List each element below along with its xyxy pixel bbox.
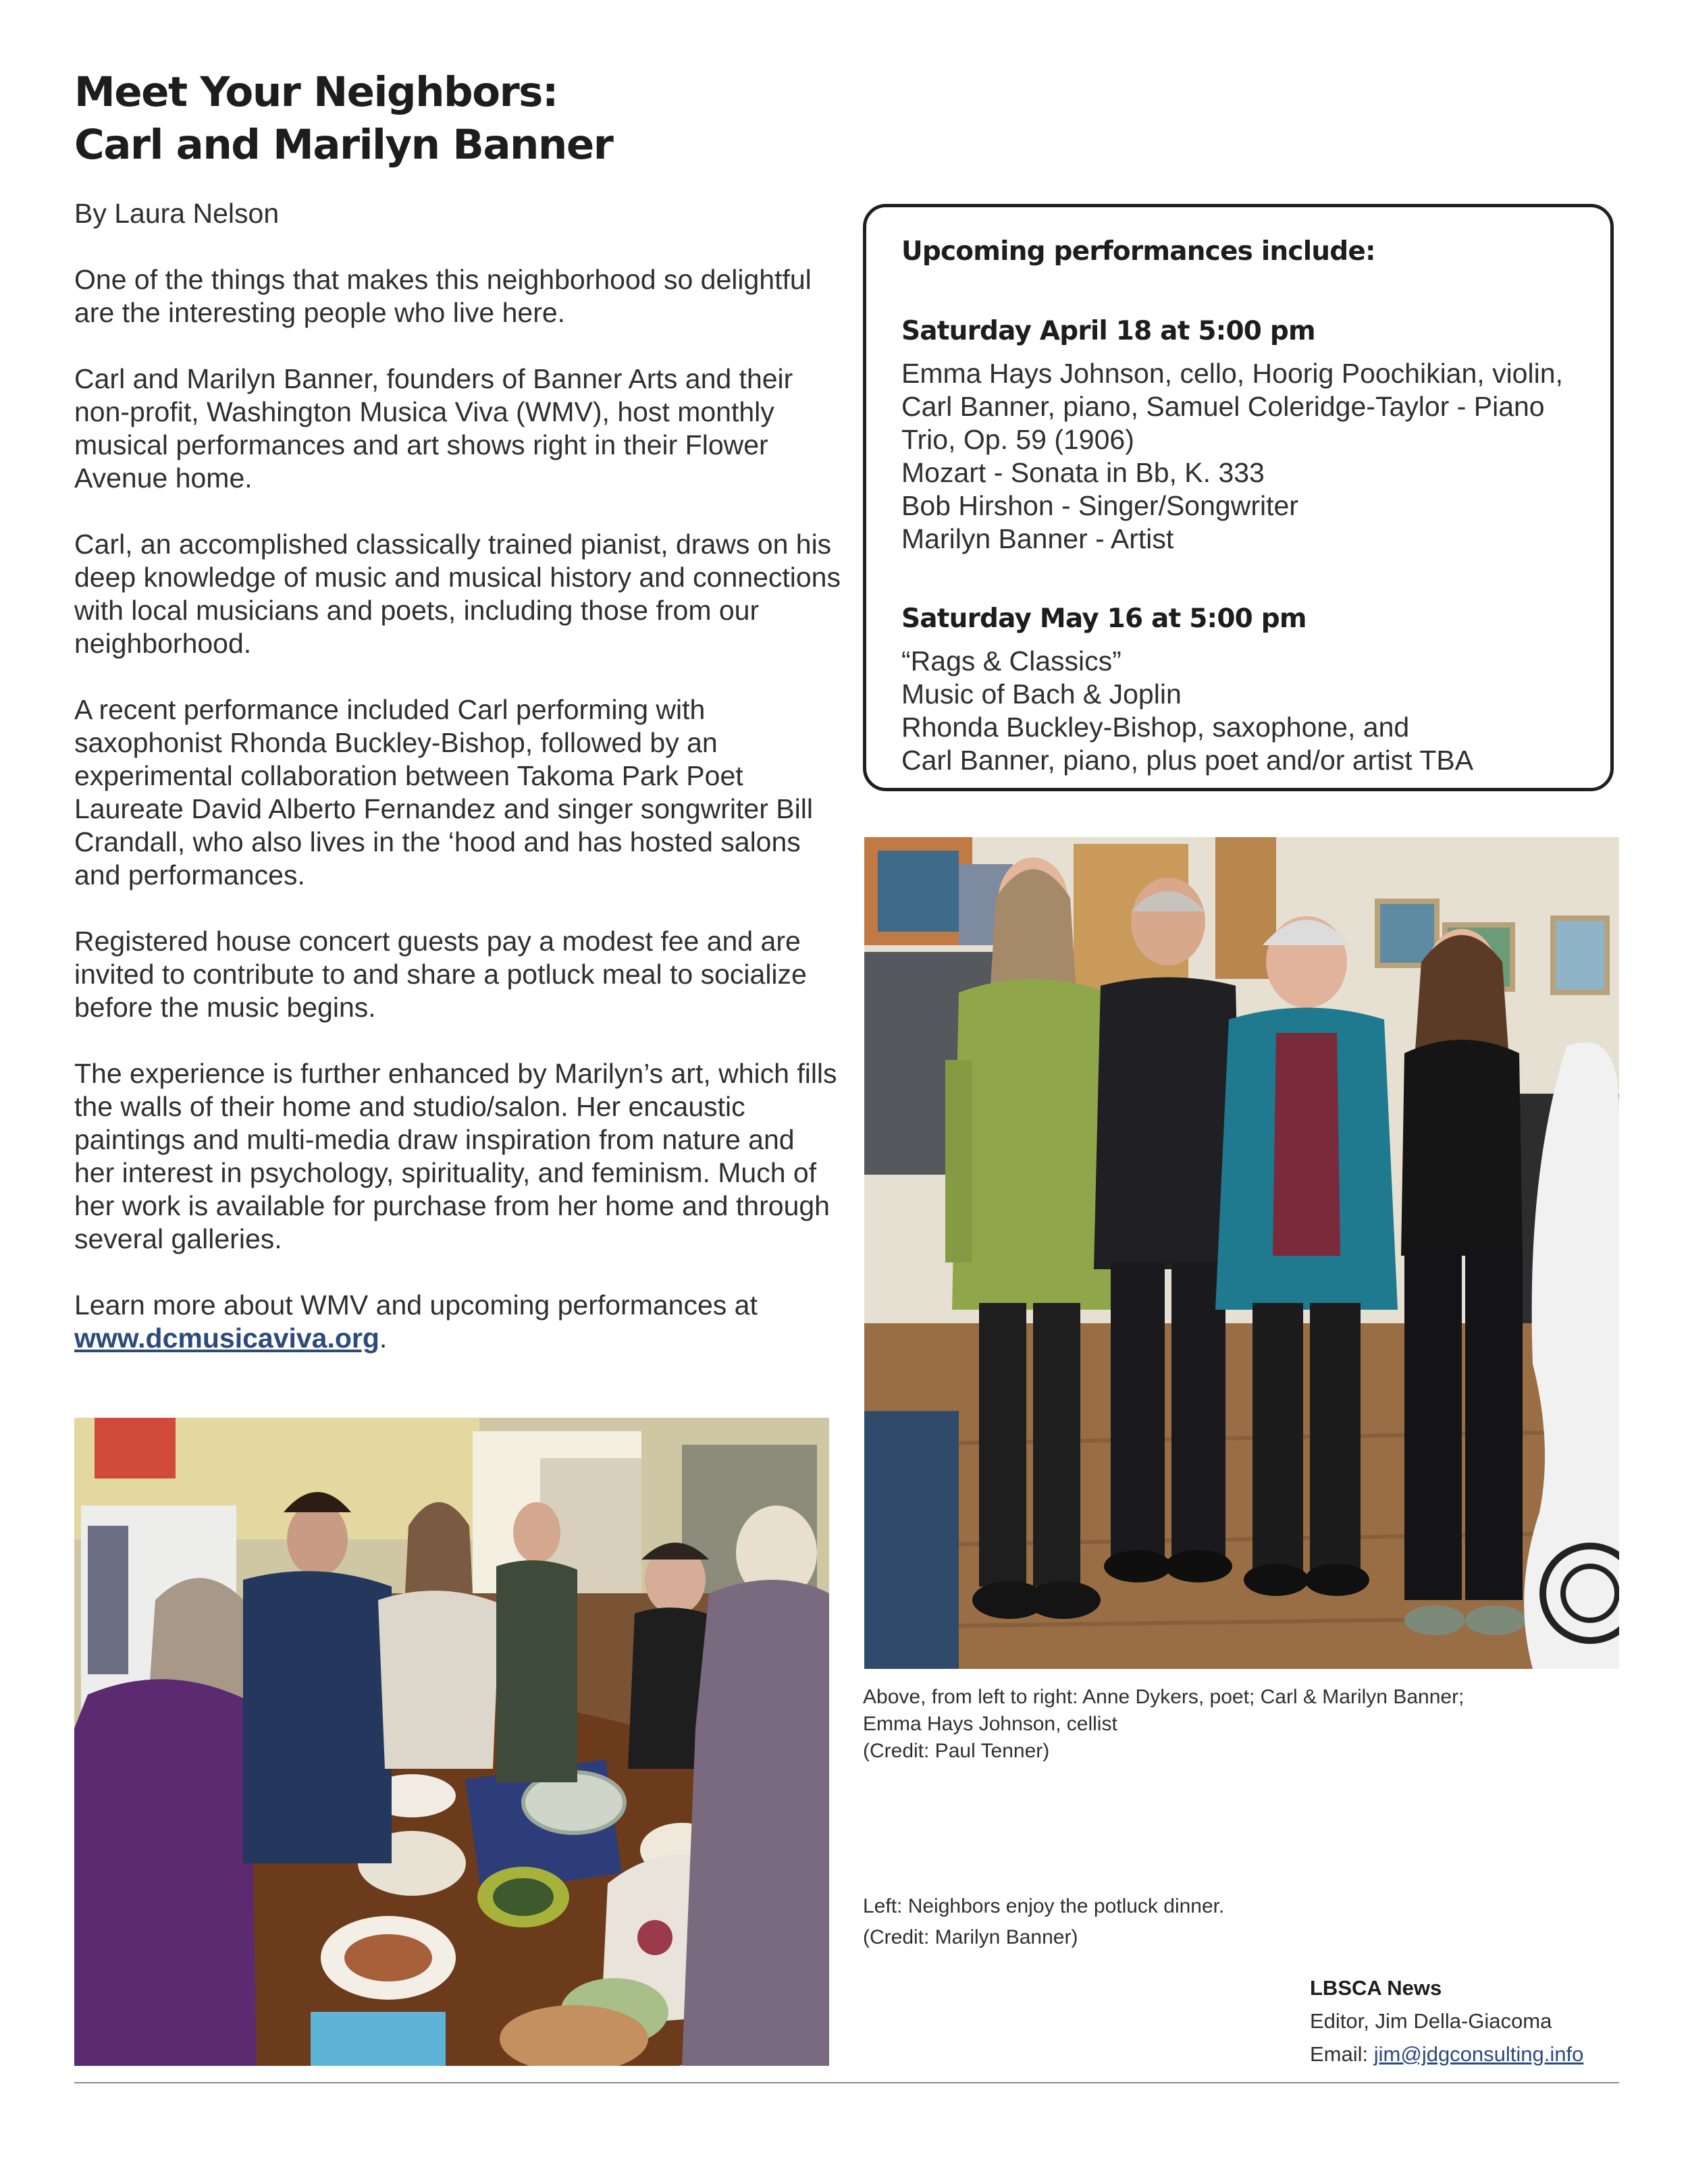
learn-more-paragraph — [74, 1289, 841, 1355]
performances-heading: Upcoming performances include: — [901, 236, 1375, 267]
title-line-1: Meet Your Neighbors: — [74, 68, 558, 116]
email-link[interactable]: jim@jdgconsulting.info — [1373, 2042, 1584, 2066]
event-date: Saturday April 18 at 5:00 pm — [901, 316, 1315, 346]
newsletter-info — [1310, 1971, 1583, 2071]
paragraph: Carl and Marilyn Banner, founders of Banner Arts and their non-profit, Washington Musica Viva (WMV), host monthly musical performances and art shows right in their Flower Avenue home. — [74, 363, 793, 494]
potluck-photo — [74, 1418, 829, 2066]
title-line-2: Carl and Marilyn Banner — [74, 121, 613, 169]
paragraph: The experience is further enhanced by Marilyn’s art, which fills the walls of their home and studio/salon. Her encaustic paintings and multi-media draw inspiration from nature and her interest in psychology, spirituality, and feminism. Much of her work is available for purchase from her home and through several galleries. — [74, 1058, 837, 1254]
editor-line: Editor, Jim Della-Giacoma — [1310, 2009, 1552, 2033]
event-details — [901, 357, 1575, 556]
event-line: Marilyn Banner - Artist — [901, 523, 1174, 554]
article-title — [74, 66, 612, 171]
event-details — [901, 645, 1575, 777]
newsletter-name: LBSCA News — [1310, 1976, 1442, 2000]
article-body — [74, 197, 841, 1388]
paragraph: Carl, an accomplished classically trained pianist, draws on his deep knowledge of music and musical history and connections with local musicians and poets, including those from our neighborhood. — [74, 529, 841, 659]
portrait-photo — [864, 837, 1619, 1669]
event-line: Music of Bach & Joplin — [901, 678, 1182, 710]
portrait-caption — [863, 1684, 1612, 1765]
event-line: Bob Hirshon - Singer/Songwriter — [901, 490, 1298, 521]
event-line: “Rags & Classics” — [901, 645, 1122, 676]
caption-line: (Credit: Paul Tenner) — [863, 1740, 1050, 1762]
paragraph: Registered house concert guests pay a modest fee and are invited to contribute to and share a potluck meal to socialize before the music begins. — [74, 926, 807, 1023]
email-line — [1310, 2037, 1583, 2071]
paragraph: One of the things that makes this neighborhood so delightful are the interesting people who live here. — [74, 264, 812, 328]
learn-more-text: Learn more about WMV and upcoming performances at — [74, 1289, 758, 1321]
performances-box — [863, 204, 1614, 791]
website-link[interactable]: www.dcmusicaviva.org — [74, 1323, 379, 1354]
footer-divider — [74, 2082, 1619, 2083]
potluck-photo-illustration — [74, 1418, 829, 2066]
portrait-photo-illustration — [864, 837, 1619, 1669]
event-line: Rhonda Buckley-Bishop, saxophone, and — [901, 712, 1410, 743]
byline: By Laura Nelson — [74, 198, 280, 229]
event-line: Mozart - Sonata in Bb, K. 333 — [901, 457, 1265, 488]
caption-line: Above, from left to right: Anne Dykers, poet; Carl & Marilyn Banner; — [863, 1686, 1465, 1708]
caption-line: (Credit: Marilyn Banner) — [863, 1926, 1078, 1948]
event-line: Carl Banner, piano, Samuel Coleridge-Taylor - Piano — [901, 391, 1545, 422]
link-suffix: . — [379, 1323, 388, 1354]
caption-line: Emma Hays Johnson, cellist — [863, 1713, 1117, 1735]
event-line: Trio, Op. 59 (1906) — [901, 424, 1134, 455]
event-line: Carl Banner, piano, plus poet and/or artist TBA — [901, 745, 1474, 776]
caption-line: Left: Neighbors enjoy the potluck dinner. — [863, 1895, 1225, 1917]
paragraph: A recent performance included Carl performing with saxophonist Rhonda Buckley-Bishop, followed by an experimental collaboration between Takoma Park Poet Laureate David Alberto Fernandez and singer songwriter Bill Crandall, who also lives in the ‘hood and has hosted salons and performances. — [74, 694, 813, 890]
event-line: Emma Hays Johnson, cello, Hoorig Poochikian, violin, — [901, 358, 1563, 389]
event-date: Saturday May 16 at 5:00 pm — [901, 604, 1307, 634]
email-label: Email: — [1310, 2042, 1374, 2066]
potluck-caption — [863, 1893, 1612, 1955]
